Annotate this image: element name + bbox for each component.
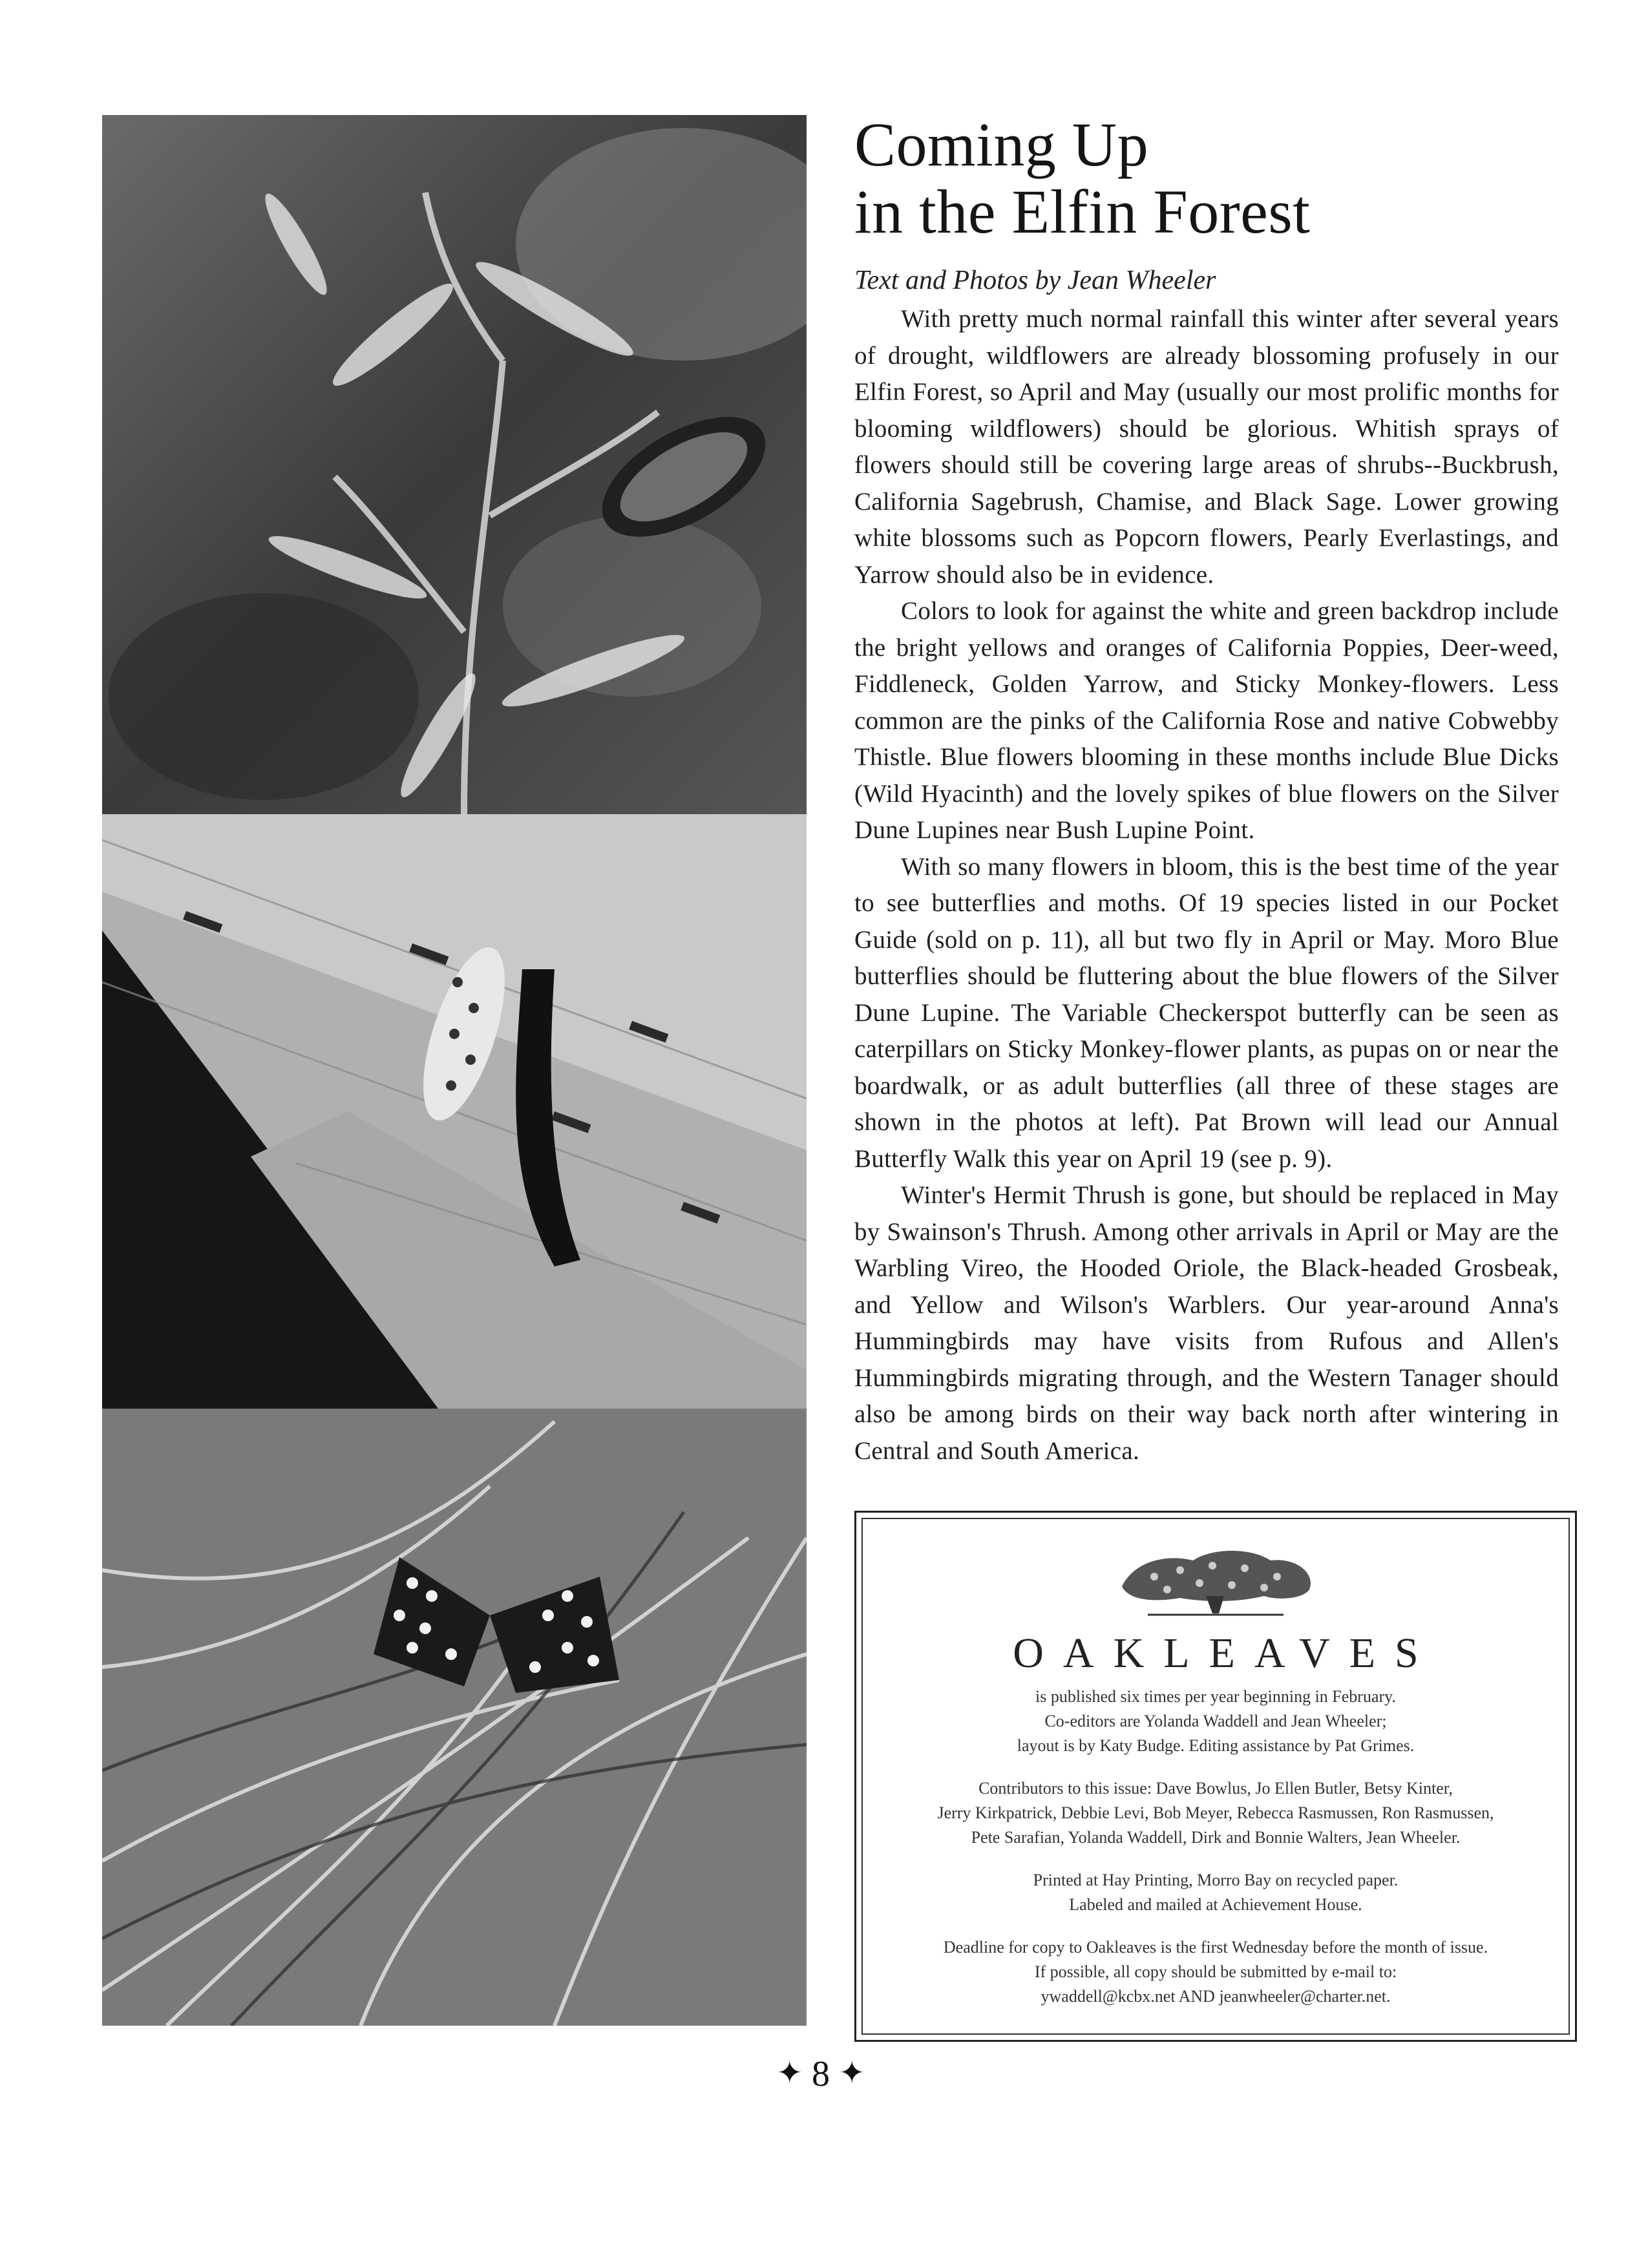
page-number: 8: [812, 2054, 830, 2094]
article-paragraph: Winter's Hermit Thrush is gone, but should be replaced in May by Swainson's Thrush. Among other arrivals in April or May are the Warbling Vireo, the Hooded Oriole, the Black-headed Grosbeak, and Yellow and Wilson's Warblers. Our year-around Anna's Hummingbirds may have visits from Rufous and Allen's Hummingbirds migrating through, and the Western Tanager should also be among birds on their way back north after wintering in Central and South America.: [854, 1181, 1559, 1465]
star-ornament-icon: ✦: [776, 2056, 803, 2090]
masthead-line: Pete Sarafian, Yolanda Waddell, Dirk and Bonnie Walters, Jean Wheeler.: [971, 1828, 1461, 1847]
masthead-line: Co-editors are Yolanda Waddell and Jean Wheeler;: [1044, 1712, 1387, 1730]
masthead-line: layout is by Katy Budge. Editing assistance by Pat Grimes.: [1017, 1736, 1415, 1755]
masthead-deadline-info: [863, 1935, 1569, 2009]
masthead-line: ywaddell@kcbx.net AND jeanwheeler@charter.net.: [1041, 1987, 1391, 2006]
masthead-title: OAKLEAVES: [1013, 1630, 1438, 1677]
star-ornament-icon: ✦: [839, 2056, 865, 2090]
masthead-line: Labeled and mailed at Achievement House.: [1069, 1895, 1362, 1914]
masthead-printing-info: [863, 1868, 1569, 1917]
photo-wildflower-plant: [102, 115, 807, 814]
article-paragraph: Colors to look for against the white and green backdrop include the bright yellows and oranges of California Poppies, Deer-weed, Fiddleneck, Golden Yarrow, and Sticky Monkey-flowers. Less common are the pinks of the California Rose and native Cobwebby Thistle. Blue flowers blooming in these months include Blue Dicks (Wild Hyacinth) and the lovely spikes of blue flowers on the Silver Dune Lupines near Bush Lupine Point.: [854, 597, 1559, 844]
article-paragraph: With pretty much normal rainfall this winter after several years of drought, wildflowers are already blossoming profusely in our Elfin Forest, so April and May (usually our most prolific months for blooming wildflowers) should be glorious. Whitish sprays of flowers should still be covering large areas of shrubs--Buckbrush, California Sagebrush, Chamise, and Black Sage. Lower growing white blossoms such as Popcorn flowers, Pearly Everlastings, and Yarrow should also be in evidence.: [854, 305, 1559, 589]
photo-checkerspot-butterfly: [102, 1409, 807, 2026]
article-title: [854, 111, 1559, 246]
masthead-contributors: [863, 1776, 1569, 1850]
page-footer: [724, 2053, 918, 2095]
article-byline: Text and Photos by Jean Wheeler: [854, 266, 1216, 295]
masthead-inner-frame: [861, 1518, 1570, 2035]
masthead-line: is published six times per year beginning in February.: [1035, 1687, 1396, 1706]
masthead-box: [854, 1511, 1577, 2042]
masthead-line: If possible, all copy should be submitted by e-mail to:: [1034, 1962, 1397, 1981]
article: [854, 111, 1559, 1469]
masthead-line: Jerry Kirkpatrick, Debbie Levi, Bob Meyer, Rebecca Rasmussen, Ron Rasmussen,: [937, 1803, 1494, 1822]
oak-tree-logo-icon: [1109, 1541, 1322, 1619]
article-title-line-1: Coming Up: [854, 110, 1149, 179]
photo-pupa-on-boardwalk: [102, 814, 807, 1409]
article-title-line-2: in the Elfin Forest: [854, 177, 1311, 246]
masthead-publish-info: [863, 1685, 1569, 1758]
masthead-line: Contributors to this issue: Dave Bowlus, Jo Ellen Butler, Betsy Kinter,: [978, 1779, 1453, 1798]
masthead-line: Printed at Hay Printing, Morro Bay on recycled paper.: [1033, 1871, 1399, 1889]
masthead-line: Deadline for copy to Oakleaves is the first Wednesday before the month of issue.: [943, 1938, 1488, 1957]
article-paragraph: With so many flowers in bloom, this is the best time of the year to see butterflies and moths. Of 19 species listed in our Pocket Guide (sold on p. 11), all but two fly in April or May. Moro Blue butterflies should be fluttering about the blue flowers of the Silver Dune Lupine. The Variable Checkerspot butterfly can be seen as caterpillars on Sticky Monkey-flower plants, as pupas on or near the boardwalk, or as adult butterflies (all three of these stages are shown in the photos at left). Pat Brown will lead our Annual Butterfly Walk this year on April 19 (see p. 9).: [854, 852, 1559, 1173]
